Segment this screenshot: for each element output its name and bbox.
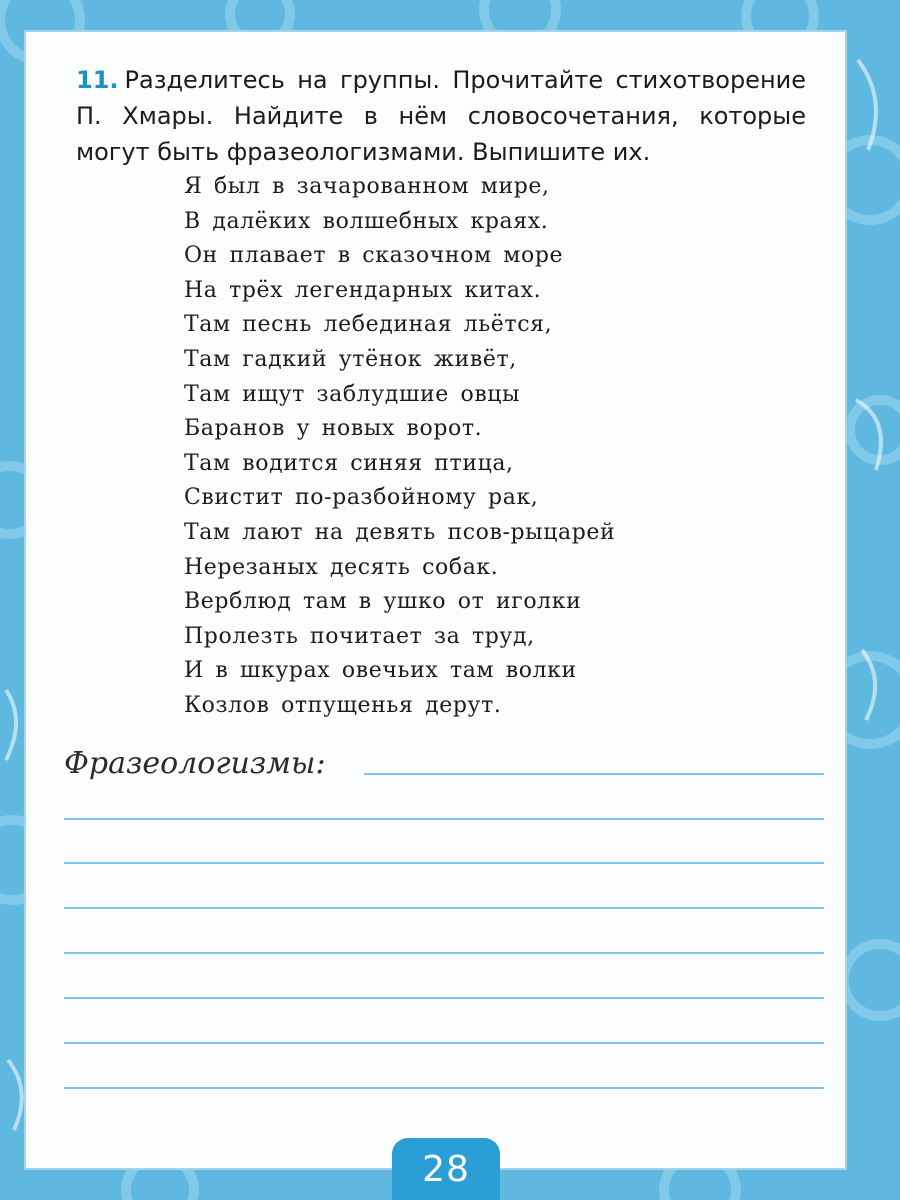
poem-line: Козлов отпущенья дерут. xyxy=(184,692,502,718)
poem-line: Там лают на девять псов-рыцарей xyxy=(184,519,616,545)
poem-line: Там песнь лебединая льётся, xyxy=(184,312,553,338)
task-instruction xyxy=(76,62,806,170)
poem-line: Там гадкий утёнок живёт, xyxy=(184,346,517,372)
poem-line: На трёх легендарных китах. xyxy=(184,277,542,303)
poem-line: Баранов у новых ворот. xyxy=(184,416,483,442)
poem-line: Там водится синяя птица, xyxy=(184,450,514,476)
answer-label: Фразеологизмы: xyxy=(64,746,326,781)
poem-line: Пролезть почитает за труд, xyxy=(184,623,535,649)
poem-line: Свистит по-разбойному рак, xyxy=(184,485,539,511)
poem-line: Там ищут заблудшие овцы xyxy=(184,381,521,407)
task-number: 11. xyxy=(76,66,119,94)
page-number: 28 xyxy=(422,1148,470,1190)
task-text: Разделитесь на группы. Прочитайте стихотворение П. Хмары. Найдите в нём словосочетания, которые могут быть фразеологизмами. Выпишите их. xyxy=(76,66,806,166)
page-number-tab xyxy=(392,1138,500,1200)
poem-line: Я был в зачарованном мире, xyxy=(184,174,550,199)
poem-line: Верблюд там в ушко от иголки xyxy=(184,589,582,615)
poem xyxy=(184,170,615,724)
poem-line: В далёких волшебных краях. xyxy=(184,208,549,234)
poem-line: И в шкурах овечьих там волки xyxy=(184,658,577,684)
poem-line: Нерезаных десять собак. xyxy=(184,554,499,580)
poem-line: Он плавает в сказочном море xyxy=(184,243,564,269)
